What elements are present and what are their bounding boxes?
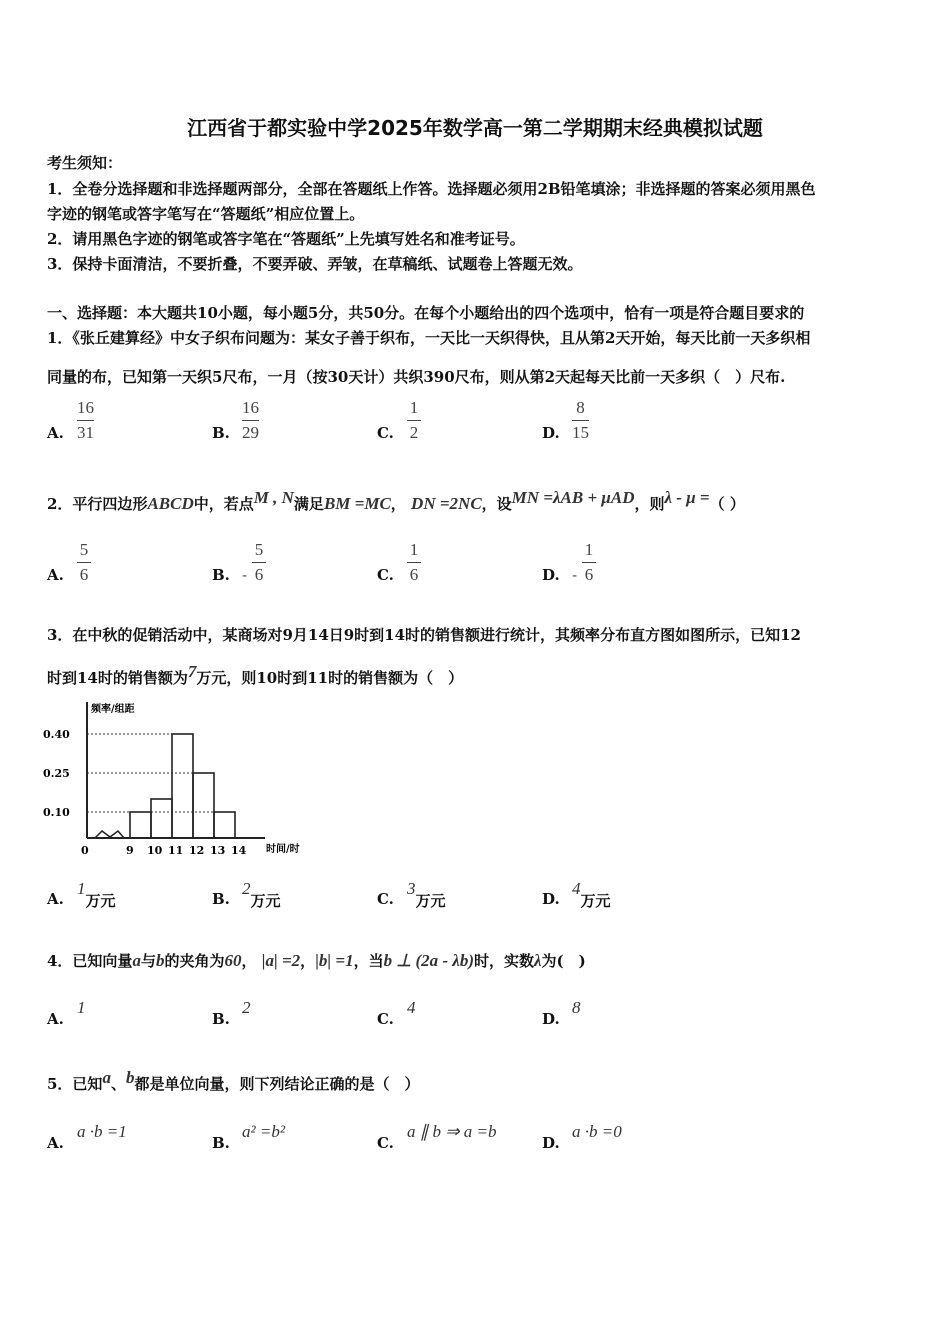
option-label: C. <box>377 424 394 442</box>
notice-line: 字迹的钢笔或答字笔写在“答题纸”相应位置上。 <box>47 205 365 223</box>
option-label: A. <box>47 1134 64 1152</box>
denominator: 6 <box>254 565 264 584</box>
numerator: 5 <box>254 540 264 559</box>
denominator: 2 <box>409 423 419 442</box>
option-math: a ∥ b ⇒ a =b <box>407 1122 497 1141</box>
option-label: B. <box>212 890 230 908</box>
option-label: D. <box>542 1134 560 1152</box>
frequency-histogram <box>40 690 310 865</box>
fraction-bar <box>77 562 91 563</box>
q4-stem: 4．已知向量a与b的夹角为60， |a| =2，|b| =1，当b ⊥ (2a - λb)时，实数λ为( ) <box>47 951 586 970</box>
y-axis-label: 频率/组距 <box>91 704 135 715</box>
option-value <box>242 998 251 1018</box>
option-math: a ·b =0 <box>572 1122 622 1141</box>
option-math: 2 <box>242 998 251 1017</box>
option-unit: 万元 <box>415 892 446 910</box>
option-label: A. <box>47 424 64 442</box>
option-label: B. <box>212 1010 230 1028</box>
option-label: C. <box>377 890 394 908</box>
q2-stem: 2．平行四边形ABCD中，若点$^{M , N}$满足BM =MC， DN =2NC，设$^{MN =\lambda AB + \mu AD}$，则$^{\lambda - \mu =}$（ ） <box>47 488 745 513</box>
section-heading: 一、选择题：本大题共10小题，每小题5分，共50分。在每个小题给出的四个选项中，恰有一项是符合题目要求的 <box>47 304 805 322</box>
option-label: A. <box>47 566 64 584</box>
option-value <box>407 998 416 1018</box>
notice-line: 1．全卷分选择题和非选择题两部分，全部在答题纸上作答。选择题必须用2B铅笔填涂；非选择题的答案必须用黑色 <box>47 180 816 198</box>
option-unit: 万元 <box>85 892 116 910</box>
notice-heading: 考生须知： <box>47 154 123 172</box>
fraction <box>407 398 421 443</box>
fraction <box>407 540 421 585</box>
option-label: A. <box>47 1010 64 1028</box>
histogram-bar <box>151 799 172 838</box>
q1-text: 1．《张丘建算经》中女子织布问题为：某女子善于织布，一天比一天织得快，且从第2天开始，每天比前一天多织相 <box>47 329 811 347</box>
option-value <box>572 878 611 910</box>
histogram-bar <box>130 812 151 838</box>
fraction <box>572 398 589 443</box>
numerator: 1 <box>409 398 419 417</box>
notice-line: 3．保持卡面清洁，不要折叠，不要弄破、弄皱，在草稿纸、试题卷上答题无效。 <box>47 255 583 273</box>
denominator: 15 <box>572 423 589 442</box>
option-label: B. <box>212 1134 230 1152</box>
fraction-bar <box>407 420 421 421</box>
option-value <box>242 878 281 910</box>
x-tick-label: 14 <box>231 844 247 857</box>
option-value <box>407 878 446 910</box>
option-math: 2 <box>242 879 251 898</box>
minus-sign: - <box>242 566 248 584</box>
denominator: 6 <box>409 565 419 584</box>
option-math: 1 <box>77 998 86 1017</box>
x-tick-label: 9 <box>126 844 134 857</box>
fraction <box>582 540 596 585</box>
notice-line: 2．请用黑色字迹的钢笔或答字笔在“答题纸”上先填写姓名和准考证号。 <box>47 230 525 248</box>
x-tick-label: 12 <box>189 844 205 857</box>
option-value <box>77 1122 127 1142</box>
x-tick-label: 10 <box>147 844 163 857</box>
denominator: 29 <box>242 423 259 442</box>
option-label: C. <box>377 1134 394 1152</box>
histogram-bar <box>172 734 193 838</box>
fraction <box>252 540 266 585</box>
x-tick-label: 11 <box>168 844 184 857</box>
x-tick-label: 13 <box>210 844 226 857</box>
fraction-bar <box>252 562 266 563</box>
q1-text: 同量的布，已知第一天织5尺布，一月（按30天计）共织390尺布，则从第2天起每天比前一天多织（ ）尺布. <box>47 368 786 386</box>
option-label: B. <box>212 566 230 584</box>
option-math: a ·b =1 <box>77 1122 127 1141</box>
denominator: 6 <box>584 565 594 584</box>
fraction-bar <box>572 420 589 421</box>
option-label: C. <box>377 566 394 584</box>
y-tick-label: 0.25 <box>43 767 70 780</box>
option-math: 8 <box>572 998 581 1017</box>
option-label: D. <box>542 424 560 442</box>
fraction <box>242 398 259 443</box>
option-label: A. <box>47 890 64 908</box>
option-math: 3 <box>407 879 416 898</box>
x-axis-label: 时间/时 <box>266 844 300 855</box>
minus-sign: - <box>572 566 578 584</box>
option-math: 1 <box>77 879 86 898</box>
option-value <box>572 1122 622 1142</box>
option-unit: 万元 <box>580 892 611 910</box>
fraction-bar <box>242 420 259 421</box>
fraction-bar <box>582 562 596 563</box>
q3-text: 3．在中秋的促销活动中，某商场对9月14日9时到14时的销售额进行统计，其频率分布直方图如图所示，已知12 <box>47 626 801 644</box>
denominator: 31 <box>77 423 94 442</box>
numerator: 16 <box>242 398 259 417</box>
option-math: a² =b² <box>242 1122 285 1141</box>
option-value <box>77 878 116 910</box>
fraction <box>77 398 94 443</box>
y-tick-label: 0.40 <box>43 728 70 741</box>
axis-break <box>87 831 124 838</box>
numerator: 8 <box>576 398 585 417</box>
option-label: B. <box>212 424 230 442</box>
denominator: 6 <box>79 565 89 584</box>
option-math: 4 <box>572 879 581 898</box>
option-value <box>77 998 86 1018</box>
histogram-bar <box>193 773 214 838</box>
option-label: D. <box>542 890 560 908</box>
option-label: D. <box>542 1010 560 1028</box>
q3-text: 时到14时的销售额为$^7$万元，则10时到11时的销售额为（ ） <box>47 662 464 687</box>
x-tick-label: 0 <box>81 844 89 857</box>
numerator: 1 <box>584 540 594 559</box>
numerator: 1 <box>409 540 419 559</box>
option-value <box>242 1122 285 1142</box>
fraction-bar <box>77 420 94 421</box>
q5-stem: 5．已知$^a$、$^b$都是单位向量，则下列结论正确的是（ ） <box>47 1068 420 1093</box>
histogram-bar <box>214 812 235 838</box>
fraction-bar <box>407 562 421 563</box>
option-label: C. <box>377 1010 394 1028</box>
numerator: 16 <box>77 398 94 417</box>
option-math: 4 <box>407 998 416 1017</box>
option-value <box>407 1122 496 1142</box>
page-title: 江西省于都实验中学2025年数学高一第二学期期末经典模拟试题 <box>187 116 763 140</box>
option-value <box>572 998 581 1018</box>
numerator: 5 <box>79 540 89 559</box>
option-label: D. <box>542 566 560 584</box>
fraction <box>77 540 91 585</box>
option-unit: 万元 <box>250 892 281 910</box>
y-tick-label: 0.10 <box>43 806 70 819</box>
